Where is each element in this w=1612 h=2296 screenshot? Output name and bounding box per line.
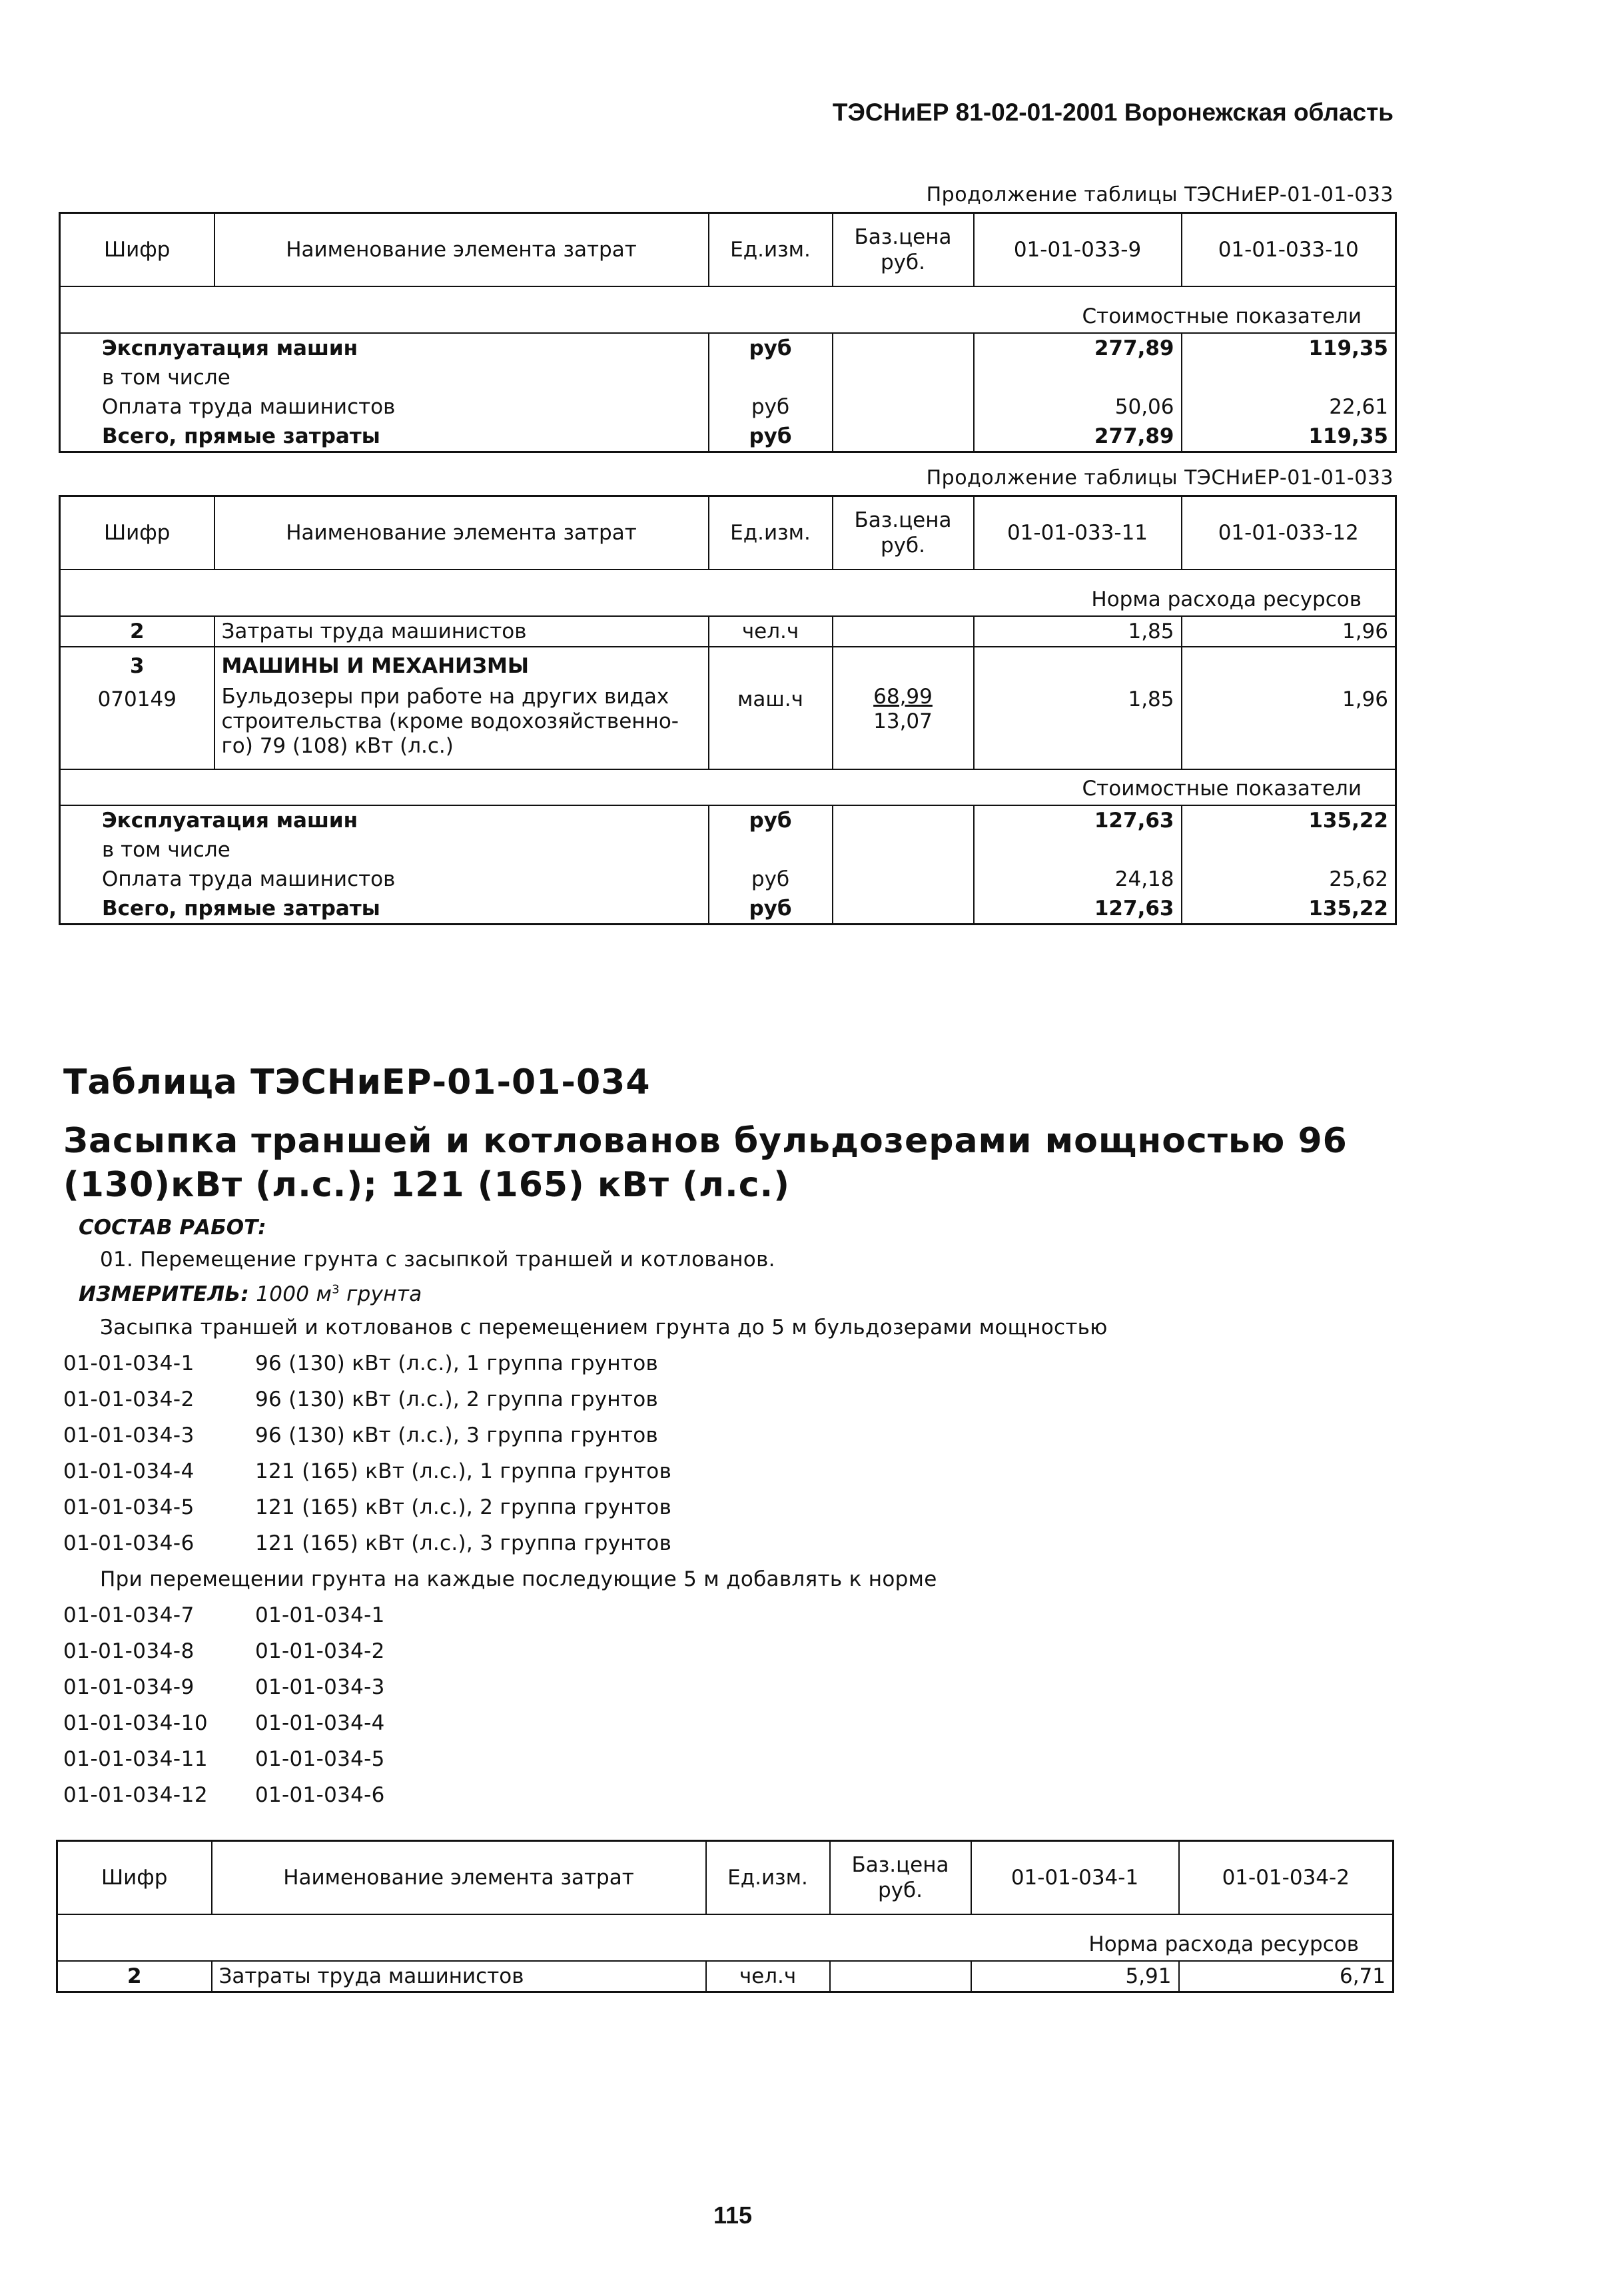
col-code: Шифр [60,496,214,570]
norm-code: 01-01-034-4 [63,1459,195,1483]
section-row [57,1914,1394,1961]
row-name: Затраты труда машинистов [212,1961,706,1992]
table3 [56,1840,1394,1993]
norm-desc: 121 (165) кВт (л.с.), 1 группа грунтов [255,1459,672,1483]
norm-desc: 96 (130) кВт (л.с.), 3 группа грунтов [255,1423,659,1447]
section-row [60,286,1396,333]
row-unit: руб [709,392,833,422]
work-item: 01. Перемещение грунта с засыпкой траншей и котлованов. [100,1248,775,1272]
table3-header [57,1841,1394,1915]
row-value-b: 119,35 [1182,422,1396,452]
norm-code: 01-01-034-5 [63,1495,195,1519]
row-unit: руб [709,422,833,452]
norm-code: 01-01-034-3 [63,1423,195,1447]
row-unit: руб [709,333,833,363]
row-code: 2 [60,616,214,647]
row-name: Бульдозеры при работе на других видах строительства (кроме водохозяйственно-го) 79 (108) кВт (л.с.) [214,681,709,769]
row-value-b: 22,61 [1182,392,1396,422]
section-label: Стоимостные показатели [60,286,1396,333]
table-title: Таблица ТЭСНиЕР-01-01-034 [63,1062,651,1102]
table1-header [60,213,1396,287]
norm-code: 01-01-034-8 [63,1639,195,1663]
norm-desc: 121 (165) кВт (л.с.), 2 группа грунтов [255,1495,672,1519]
table-row [60,392,1396,422]
norm-desc: 121 (165) кВт (л.с.), 3 группа грунтов [255,1531,672,1555]
price-labor: 13,07 [873,709,933,733]
row-value-b: 135,22 [1182,894,1396,925]
row-unit: руб [709,894,833,925]
row-value-a: 50,06 [974,392,1182,422]
col-a: 01-01-034-1 [971,1841,1179,1915]
row-name: Затраты труда машинистов [214,616,709,647]
row-name: в том числе [60,835,709,865]
table-row [60,805,1396,835]
norm-code: 01-01-034-2 [63,1387,195,1411]
norm-code: 01-01-034-10 [63,1711,208,1735]
table1 [59,212,1397,453]
intro-line-1: Засыпка траншей и котлованов с перемещением грунта до 5 м бульдозерами мощностью [100,1316,1108,1339]
row-unit: чел.ч [706,1961,830,1992]
row-value-a: 277,89 [974,333,1182,363]
col-price: Баз.цена руб. [833,213,974,287]
intro-line-2: При перемещении грунта на каждые последующие 5 м добавлять к норме [100,1567,937,1591]
col-unit: Ед.изм. [709,496,833,570]
row-value-b: 1,96 [1182,681,1396,769]
row-name: Оплата труда машинистов [60,392,709,422]
section-label: Стоимостные показатели [60,769,1396,805]
col-a: 01-01-033-11 [974,496,1182,570]
norm-code: 01-01-034-12 [63,1783,208,1807]
norm-code: 01-01-034-1 [63,1351,195,1375]
row-value-a: 277,89 [974,422,1182,452]
row-code: 070149 [60,681,214,769]
col-code: Шифр [57,1841,212,1915]
col-unit: Ед.изм. [706,1841,830,1915]
row-unit: руб [709,865,833,894]
row-name: Эксплуатация машин [60,333,709,363]
page-number: 115 [713,2201,753,2229]
table-subtitle: Засыпка траншей и котлованов бульдозерами мощностью 96 (130)кВт (л.с.); 121 (165) кВт (л.с.) [63,1121,1348,1205]
row-value-a: 127,63 [974,805,1182,835]
row-unit: чел.ч [709,616,833,647]
norm-code: 01-01-034-9 [63,1675,195,1699]
col-b: 01-01-033-10 [1182,213,1396,287]
row-code: 3 [60,647,214,681]
norm-code: 01-01-034-6 [63,1531,195,1555]
col-code: Шифр [60,213,214,287]
measure-label: ИЗМЕРИТЕЛЬ: [79,1282,250,1306]
col-price: Баз.цена руб. [833,496,974,570]
table-row [60,333,1396,363]
table-row [60,865,1396,894]
table2-header [60,496,1396,570]
col-b: 01-01-034-2 [1179,1841,1394,1915]
row-name: Оплата труда машинистов [60,865,709,894]
row-name: Всего, прямые затраты [60,422,709,452]
work-label: СОСТАВ РАБОТ: [79,1216,266,1240]
row-value-b: 1,96 [1182,616,1396,647]
section-label: Норма расхода ресурсов [57,1914,1394,1961]
table-row [60,647,1396,681]
row-value-b: 135,22 [1182,805,1396,835]
row-value-a: 24,18 [974,865,1182,894]
norm-desc: 96 (130) кВт (л.с.), 2 группа грунтов [255,1387,659,1411]
row-code: 2 [57,1961,212,1992]
norm-desc: 01-01-034-5 [255,1747,385,1771]
col-name: Наименование элемента затрат [214,213,709,287]
row-value-a: 1,85 [974,681,1182,769]
section-row [60,769,1396,805]
table-row [60,363,1396,392]
table1-caption: Продолжение таблицы ТЭСНиЕР-01-01-033 [926,183,1394,206]
table-row [60,422,1396,452]
col-price: Баз.цена руб. [830,1841,971,1915]
price-base: 68,99 [873,685,933,709]
measure-line [79,1282,422,1306]
norm-desc: 01-01-034-1 [255,1603,385,1627]
norm-desc: 96 (130) кВт (л.с.), 1 группа грунтов [255,1351,659,1375]
measure-value: 1000 м [256,1282,332,1306]
table-row [57,1961,1394,1992]
col-name: Наименование элемента затрат [214,496,709,570]
col-b: 01-01-033-12 [1182,496,1396,570]
norm-desc: 01-01-034-6 [255,1783,385,1807]
row-value-a: 5,91 [971,1961,1179,1992]
row-value-b: 25,62 [1182,865,1396,894]
row-value-b: 119,35 [1182,333,1396,363]
table2-caption: Продолжение таблицы ТЭСНиЕР-01-01-033 [926,466,1394,490]
page-header: ТЭСНиЕР 81-02-01-2001 Воронежская область [832,99,1394,126]
col-a: 01-01-033-9 [974,213,1182,287]
table-row [60,894,1396,925]
norm-desc: 01-01-034-3 [255,1675,385,1699]
norm-code: 01-01-034-7 [63,1603,195,1627]
col-unit: Ед.изм. [709,213,833,287]
norm-desc: 01-01-034-4 [255,1711,385,1735]
row-name: Эксплуатация машин [60,805,709,835]
table-row [60,616,1396,647]
row-unit: маш.ч [709,681,833,769]
row-name: в том числе [60,363,709,392]
norm-code: 01-01-034-11 [63,1747,208,1771]
table2 [59,495,1397,925]
row-value-b: 6,71 [1179,1961,1394,1992]
section-row [60,570,1396,616]
norm-desc: 01-01-034-2 [255,1639,385,1663]
section-label: Норма расхода ресурсов [60,570,1396,616]
table-row [60,681,1396,769]
row-name: Всего, прямые затраты [60,894,709,925]
table-row [60,835,1396,865]
row-value-a: 1,85 [974,616,1182,647]
measure-sup: 3 [332,1282,340,1297]
col-name: Наименование элемента затрат [212,1841,706,1915]
row-value-a: 127,63 [974,894,1182,925]
row-unit: руб [709,805,833,835]
measure-tail: грунта [339,1282,422,1306]
row-name: МАШИНЫ И МЕХАНИЗМЫ [214,647,709,681]
